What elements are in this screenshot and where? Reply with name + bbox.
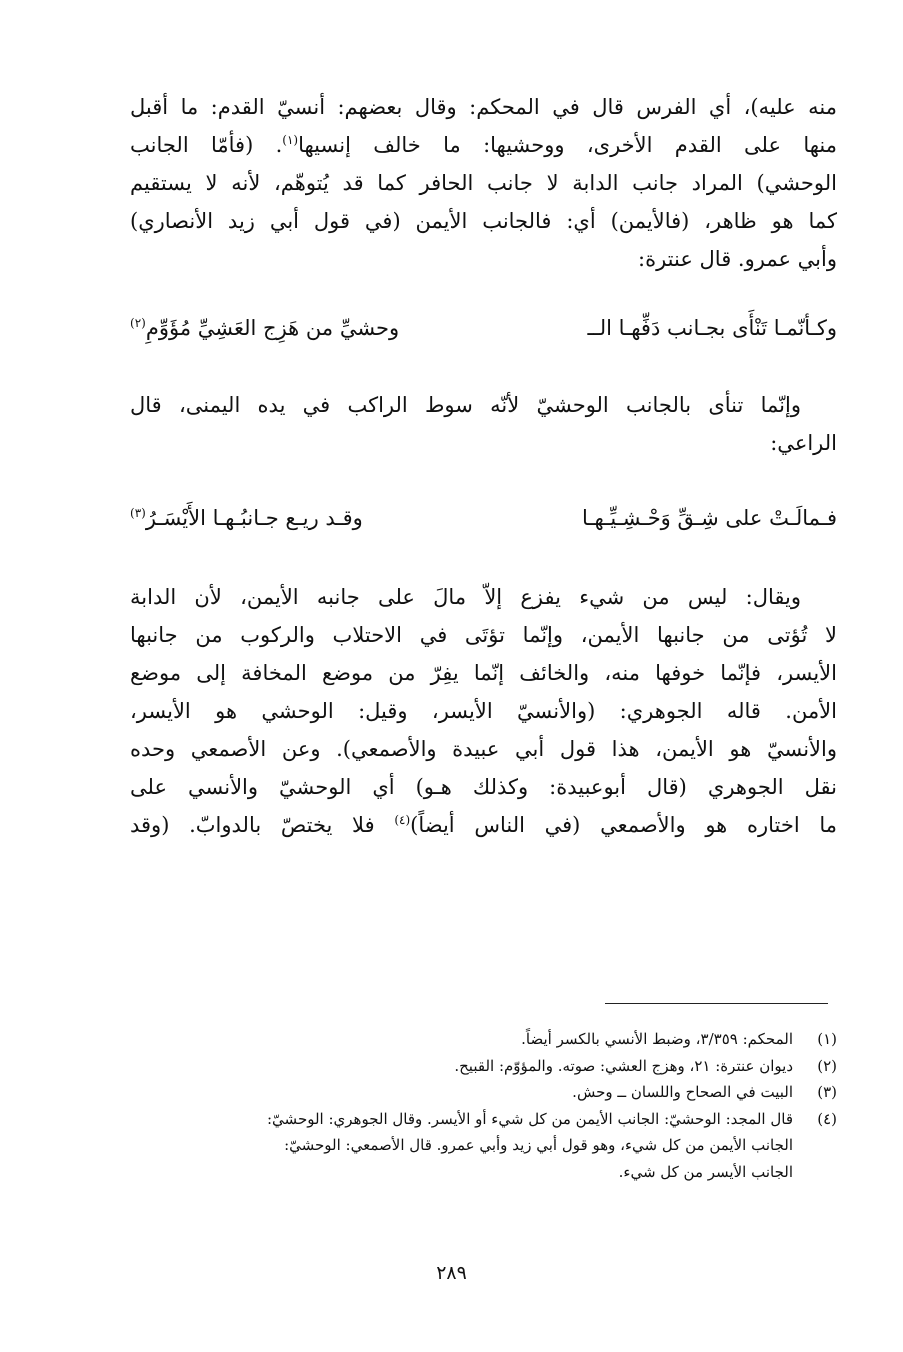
footnote-number: (١) [817,1030,837,1048]
footnote-3 [140,1079,837,1106]
footnote-ref: (٣) [130,506,146,520]
verse-first-hemistich: وكـأنّمـا تَنْأَى بجـانب دَفِّهـا الــ [587,316,837,340]
text-line: الأيسر، فإنّما خوفها منه، والخائف إنّما يفِرّ من موضع المخافة إلى موضع [130,661,837,685]
text-line: الوحشي) المراد جانب الدابة لا جانب الحافر كما قد يُتوهّم، لأنه لا يستقيم [130,171,837,195]
footnote-continuation: الجانب الأيسر من كل شيء. [618,1162,793,1181]
text-line: الأمن. قاله الجوهري: (والأنسيّ الأيسر، وقيل: الوحشي هو الأيسر، [130,699,837,723]
footnote-text: ديوان عنترة: ٢١، وهزج العشي: صوته. والمؤوّم: القبيح. [454,1056,793,1075]
text-span: وقـد ريـع جـانبُـهـا الأَيْسَـرُ [145,506,363,530]
footnote-1 [140,1026,837,1053]
footnote-text: المحكم: ٣/٣٥٩، وضبط الأنسي بالكسر أيضاً. [521,1030,793,1048]
text-line [130,126,837,164]
footnote-text: قال المجد: الوحشيّ: الجانب الأيمن من كل شيء أو الأيسر. وقال الجوهري: الوحشيّ: [267,1109,793,1128]
verse-second-hemistich [130,498,363,538]
footnotes [140,1026,837,1185]
text-line: والأنسيّ هو الأيمن، هذا قول أبي عبيدة والأصمعي). وعن الأصمعي وحده [130,737,837,761]
text-line: ويقال: ليس من شيء يفزع إلاّ مالَ على جانبه الأيمن، لأن الدابة [130,585,801,609]
text-span: فلا يختصّ بالدوابّ. (وقد [130,813,395,837]
footnote-number: (٤) [817,1109,837,1128]
text-line: كما هو ظاهر، (فالأيمن) أي: فالجانب الأيمن (في قول أبي زيد الأنصاري) [130,209,837,233]
verse-2 [130,498,837,538]
verse-second-hemistich [130,308,399,348]
footnote-number: (٢) [817,1056,837,1075]
paragraph-3 [130,578,837,844]
footnote-ref: (٢) [130,316,146,330]
text-line: وإنّما تنأى بالجانب الوحشيّ لأنّه سوط الراكب في يده اليمنى، قال [130,393,801,417]
verse-1 [130,308,837,348]
footnote-ref: (١) [282,133,299,147]
footnote-text: البيت في الصحاح واللسان ــ وحش. [572,1083,793,1101]
text-span: منها على القدم الأخرى، ووحشيها: ما خالف إنسيها [298,133,837,157]
footnote-4 [140,1106,837,1133]
text-span: . (فأمّا الجانب [130,133,283,157]
text-span: وحشيِّ من هَزِج العَشِيِّ مُؤَوِّمِ [145,316,400,340]
text-line: منه عليه)، أي الفرس قال في المحكم: وقال بعضهم: أنسيّ القدم: ما أقبل [130,95,837,119]
text-span: ما اختاره هو والأصمعي (في الناس أيضاً) [410,813,837,837]
footnote-separator [605,1003,828,1004]
text-line: لا تُؤتى من جانبها الأيمن، وإنّما تؤتَى في الاحتلاب والركوب من جانبها [130,623,837,647]
page-body [130,88,837,844]
page-number: ٢٨٩ [436,1262,467,1284]
text-line: وأبي عمرو. قال عنترة: [638,247,837,271]
paragraph-2 [130,386,837,462]
text-line [130,806,837,844]
footnote-continuation: الجانب الأيمن من كل شيء، وهو قول أبي زيد وأبي عمرو. قال الأصمعي: الوحشيّ: [284,1136,793,1154]
footnote-2 [140,1053,837,1080]
footnote-number: (٣) [817,1083,837,1101]
verse-first-hemistich: فـمالَـتْ على شِـقِّ وَحْـشِـيِّـهـا [581,506,837,530]
text-line: الراعي: [770,431,837,455]
footnote-ref: (٤) [394,813,411,827]
text-line: نقل الجوهري (قال أبوعبيدة: وكذلك هـو) أي الوحشيّ والأنسي على [130,775,837,799]
paragraph-1 [130,88,837,278]
